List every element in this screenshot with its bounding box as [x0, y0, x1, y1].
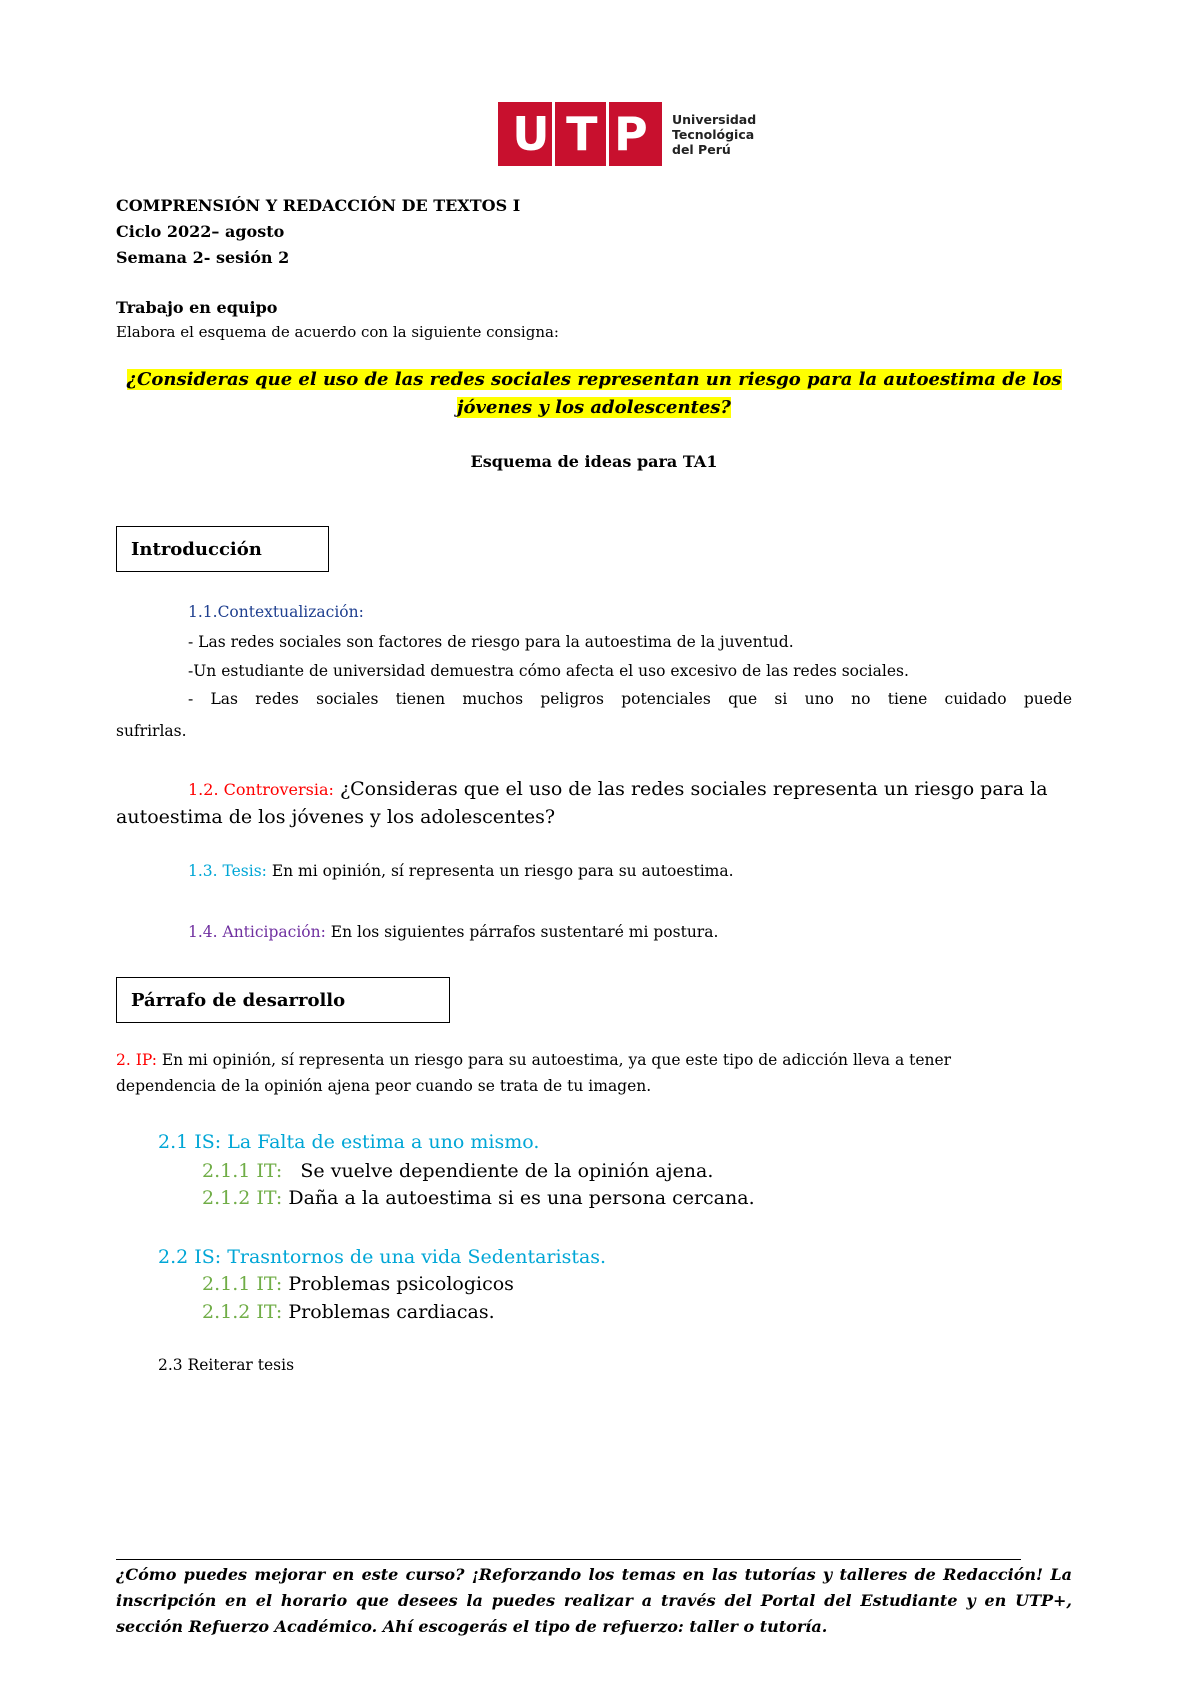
- anticipation: [188, 923, 718, 941]
- week-label: Semana 2- sesión 2: [116, 248, 290, 267]
- anticipation-text: En los siguientes párrafos sustentaré mi postura.: [325, 923, 719, 941]
- secondary-idea-2: 2.2 IS: Trasntornos de una vida Sedentaristas.: [158, 1246, 607, 1268]
- utp-logo-mark: [498, 102, 662, 166]
- task-title: Trabajo en equipo: [116, 298, 278, 317]
- logo-divider: [552, 102, 555, 166]
- controversy-text: ¿Consideras que el uso de las redes sociales representa un riesgo para la: [333, 778, 1048, 800]
- main-idea-text: En mi opinión, sí representa un riesgo para su autoestima, ya que este tipo de adicción lleva a tener: [156, 1051, 952, 1069]
- tertiary-idea-label: 2.1.2 IT:: [202, 1187, 283, 1209]
- secondary-idea-1: 2.1 IS: La Falta de estima a uno mismo.: [158, 1131, 540, 1153]
- anticipation-label: 1.4. Anticipación:: [188, 923, 326, 941]
- logo-divider: [606, 102, 609, 166]
- task-instruction: Elabora el esquema de acuerdo con la siguiente consigna:: [116, 323, 559, 341]
- development-heading: [116, 977, 450, 1023]
- development-heading-label: Párrafo de desarrollo: [131, 989, 346, 1011]
- tertiary-idea-text: Problemas psicologicos: [282, 1273, 514, 1295]
- logo-text-line: del Perú: [672, 141, 731, 157]
- logo-text-line: Universidad: [672, 111, 757, 127]
- introduction-heading: [116, 526, 329, 572]
- tertiary-idea: [202, 1160, 713, 1182]
- tertiary-idea-label: 2.1.1 IT:: [202, 1273, 283, 1295]
- context-item: -Un estudiante de universidad demuestra cómo afecta el uso excesivo de las redes sociales.: [188, 662, 909, 680]
- context-item-continuation: sufrirlas.: [116, 722, 187, 740]
- thesis-label: 1.3. Tesis:: [188, 862, 267, 880]
- tertiary-idea-text: Problemas cardiacas.: [282, 1301, 495, 1323]
- tertiary-idea: [202, 1301, 495, 1323]
- course-title: COMPRENSIÓN Y REDACCIÓN DE TEXTOS I: [116, 196, 521, 215]
- tertiary-idea-text: Daña a la autoestima si es una persona cercana.: [282, 1187, 755, 1209]
- prompt-question: [116, 366, 1072, 422]
- reiterate-thesis: 2.3 Reiterar tesis: [158, 1356, 295, 1374]
- cycle-label: Ciclo 2022– agosto: [116, 222, 285, 241]
- main-idea: [116, 1051, 1072, 1069]
- footer-note: ¿Cómo puedes mejorar en este curso? ¡Reforzando los temas en las tutorías y talleres de Redacción! La inscripción en el horario que desees la puedes realizar a través del Portal del Estudiante y en UTP+, sección Refuerzo Académico. Ahí escogerás el tipo de refuerzo: taller o tutoría.: [116, 1565, 1072, 1636]
- tertiary-idea-label: 2.1.1 IT:: [202, 1160, 283, 1182]
- logo-wordmark: [672, 112, 756, 157]
- utp-logo: [498, 102, 768, 166]
- prompt-question-line: jóvenes y los adolescentes?: [457, 397, 731, 418]
- main-idea-continuation: dependencia de la opinión ajena peor cuando se trata de tu imagen.: [116, 1077, 652, 1095]
- context-item: - Las redes sociales tienen muchos peligros potenciales que si uno no tiene cuidado puede: [188, 690, 1072, 708]
- thesis-text: En mi opinión, sí representa un riesgo para su autoestima.: [266, 862, 734, 880]
- controversy-label: 1.2. Controversia:: [188, 780, 334, 799]
- tertiary-idea-text: Se vuelve dependiente de la opinión ajena.: [282, 1160, 714, 1182]
- tertiary-idea-label: 2.1.2 IT:: [202, 1301, 283, 1323]
- tertiary-idea: [202, 1273, 514, 1295]
- footer-divider: [116, 1559, 1021, 1560]
- tertiary-idea: [202, 1187, 755, 1209]
- logo-letter-u: U: [512, 107, 550, 161]
- scheme-title: Esquema de ideas para TA1: [470, 452, 718, 471]
- main-idea-label: 2. IP:: [116, 1051, 157, 1069]
- context-item: - Las redes sociales son factores de riesgo para la autoestima de la juventud.: [188, 633, 794, 651]
- controversy: [188, 778, 1048, 800]
- introduction-heading-label: Introducción: [131, 538, 262, 560]
- controversy-continuation: autoestima de los jóvenes y los adolescentes?: [116, 806, 556, 828]
- prompt-question-line: ¿Consideras que el uso de las redes sociales representan un riesgo para la autoestima de los: [126, 369, 1062, 390]
- logo-letter-p: P: [614, 107, 648, 161]
- logo-text-line: Tecnológica: [672, 126, 755, 142]
- thesis: [188, 862, 734, 880]
- logo-letter-t: T: [566, 107, 598, 161]
- contextualization-label: 1.1.Contextualización:: [188, 603, 364, 621]
